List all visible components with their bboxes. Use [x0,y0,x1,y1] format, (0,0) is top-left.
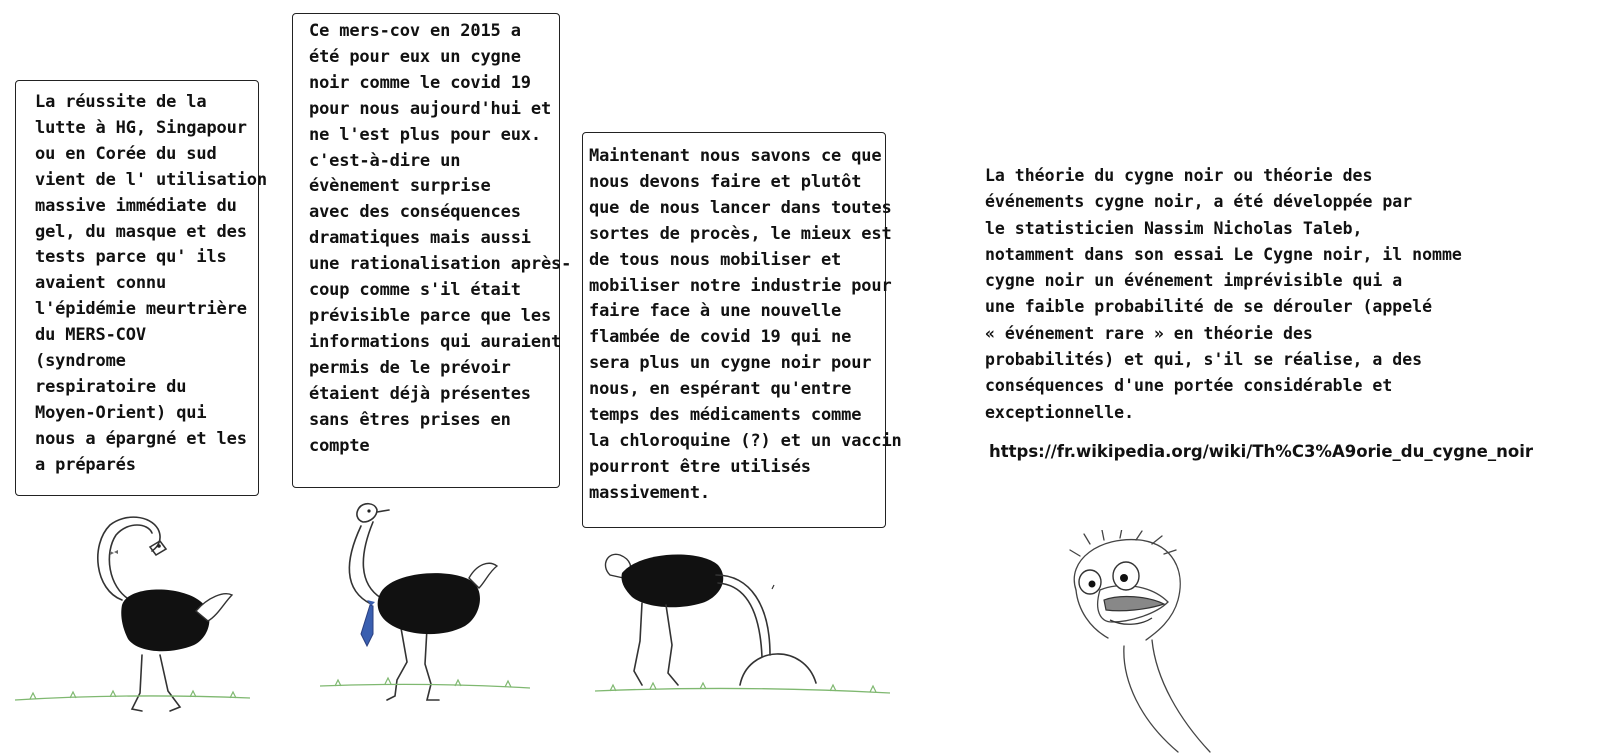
bubble-2-text: Ce mers-cov en 2015 a été pour eux un cygne noir comme le covid 19 pour nous aujourd'hui et ne l'est plus pour eux. c'est-à-dire un évènement surprise avec des conséquences dramatiques mais aussi une rationalisation après- coup comme s'il était prévisible parce que les informations qui auraient permis de le prévoir étaient déjà présentes sans êtres prises en compte [309,21,572,456]
bubble-1-text: La réussite de la lutte à HG, Singapour ou en Corée du sud vient de l' utilisation massive immédiate du gel, du masque et des tests parce qu' ils avaient connu l'épidémie meurtrière du MERS-COV (syndrome respiratoire du Moyen-Orient) qui nous a épargné et les a préparés [35,92,267,475]
black-swan-explanation: La théorie du cygne noir ou théorie des événements cygne noir, a été développée par le statisticien Nassim Nicholas Taleb, notamment dans son essai Le Cygne noir, il nomme cygne noir un événement imprévisible qui a une faible probabilité de se dérouler (appelé « événement rare » en théorie des probabilités) et qui, s'il se réalise, a des conséquences d'une portée considérable et exceptionnelle. [985,166,1462,422]
ostrich-curled-neck-illustration [10,515,260,725]
ostrich-with-tie-illustration [315,500,535,725]
surprised-bird-sketch [1060,530,1240,754]
ostrich-head-in-sand-illustration [590,545,900,725]
bubble-3-text: Maintenant nous savons ce que nous devons faire et plutôt que de nous lancer dans toutes sortes de procès, le mieux est de tous nous mobiliser et mobiliser notre industrie pour faire face à une nouvelle flambée de covid 19 qui ne sera plus un cygne noir pour nous, en espérant qu'entre temps des médicaments comme la chloroquine (?) et un vaccin pourront être utilisés massivement. [589,146,902,503]
source-url[interactable]: https://fr.wikipedia.org/wiki/Th%C3%A9orie_du_cygne_noir [989,442,1533,461]
